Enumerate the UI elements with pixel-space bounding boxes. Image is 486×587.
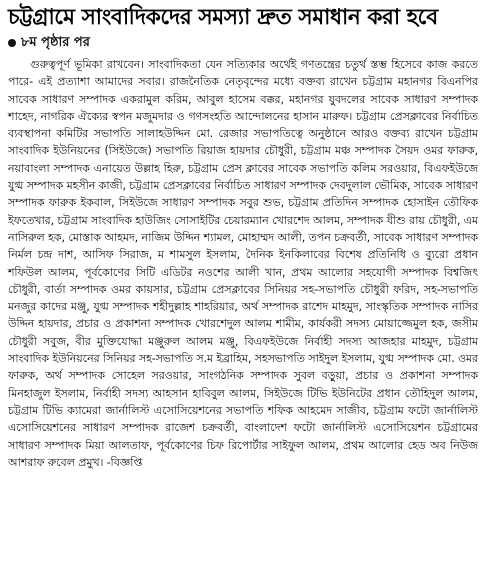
continued-from-label: ৮ম পৃষ্ঠার পর <box>21 35 90 50</box>
bullet-icon <box>8 39 16 47</box>
article-body: গুরুত্বপূর্ণ ভূমিকা রাখবেন। সাংবাদিকতা যেন সত্যিকার অর্থেই গণতন্ত্রের চতুর্থ স্তম্ভ হিসেবে কাজ করতে পারে- এই প্রত্যাশা আমাদের সবার। রাজনৈতিক নেতৃবৃন্দের মধ্যে বক্তব্য রাখেন চট্টগ্রাম মহানগর বিএনপির সাবেক সাধারণ সম্পাদক একরামুল করিম, আবুল হাসেম বক্কর, মহানগর যুবদলের সাবেক সাধারণ সম্পাদক শাহেদ, নাগরিক ঐক্যের স্বপন মজুমদার ও গণসংহতি আন্দোলনের হাসান মারুফ। চট্টগ্রাম প্রেসক্লাবের নির্বাচিত ব্যবস্থাপনা কমিটির সভাপতি সালাহউদ্দিন মো. রেজার সভাপতিত্বে অনুষ্ঠানে আরও বক্তব্য রাখেন চট্টগ্রাম সাংবাদিক ইউনিয়নের (সিইউজে) সভাপতি রিয়াজ হায়দার চৌধুরী, চট্টগ্রাম মঞ্চ সম্পাদক সৈয়দ ওমর ফারুক, নয়াবাংলা সম্পাদক এনায়েত উল্লাহ হিরু, চট্টগ্রাম প্রেস ক্লাবের সাবেক সভাপতি কলিম সরওয়ার, বিএফইউজে যুগ্ম সম্পাদক মহসীন কাজী, চট্টগ্রাম প্রেসক্লাবের নির্বাচিত সাধারণ সম্পাদক দেবদুলাল ভৌমিক, সাবেক সাধারণ সম্পাদক ফারুক ইকবাল, সিইউজে সাধারণ সম্পাদক সবুর শুভ, চট্টগ্রাম প্রতিদিন সম্পাদক হোসাইন তৌফিক ইফতেখার, চট্টগ্রাম সাংবাদিক হাউজিং সোসাইটির চেয়ারম্যান খোরশেদ আলম, সম্পাদক যীশু রায় চৌধুরী, এম নাসিরুল হক, মোস্তাক আহমদ, নাজিম উদ্দিন শ্যামল, মোহাম্মদ আলী, তপন চক্রবর্তী, সাবেক সাধারণ সম্পাদক নির্মল চন্দ্র দাশ, আসিফ সিরাজ, ম শামসুল ইসলাম, দৈনিক ইনকিলাবের বিশেষ প্রতিনিধি ও ব্যুরো প্রধান শফিউল আলম, পূর্বকোণের সিটি এডিটর নওশের আলী খান, প্রথম আলোর সহযোগী সম্পাদক বিশ্বজিৎ চৌধুরী, বার্তা সম্পাদক ওমর কায়সার, চট্টগ্রাম প্রেসক্লাবের সিনিয়র সহ-সভাপতি চৌধুরী ফরিদ, সহ-সভাপতি মনজুর কাদের মঞ্জু, যুগ্ম সম্পাদক শহীদুল্লাহ শাহরিয়ার, অর্থ সম্পাদক রাশেদ মাহমুদ, সাংস্কৃতিক সম্পাদক নাসির উদ্দিন হায়দার, প্রচার ও প্রকাশনা সম্পাদক খোরশেদুল আলম শামীম, কার্যকরী সদস্য মোয়াজ্জেমুল হক, জসীম চৌধুরী সবুজ, বীর মুক্তিযোদ্ধা মঞ্জুরুল আলম মঞ্জু, বিএফইউজে নির্বাহী সদস্য আজহার মাহমুদ, চট্টগ্রাম সাংবাদিক ইউনিয়নের সিনিয়র সহ-সভাপতি স.ম ইব্রাহিম, সহসভাপতি সাইদুল ইসলাম, যুগ্ম সম্পাদক মো. ওমর ফারুক, অর্থ সম্পাদক সোহেল সরওয়ার, সাংগঠনিক সম্পাদক সুবল বড়ুয়া, প্রচার ও প্রকাশনা সম্পাদক মিনহাজুল ইসলাম, নির্বাহী সদস্য আহসান হাবিবুল আলম, সিইউজে টিভি ইউনিটের প্রধান তৌহিদুল আলম, চট্টগ্রাম টিভি ক্যামেরা জার্নালিস্ট এসোসিয়েশনের সভাপতি শফিক আহমেদ সাজীব, চট্টগ্রাম ফটো জার্নালিস্ট এসোসিয়েশনের সাধারণ সম্পাদক রাজেশ চক্রবর্তী, বাংলাদেশ ফটো জার্নালিস্ট এসোসিয়েশন চট্টগ্রামের সাধারণ সম্পাদক মিয়া আলতাফ, পূর্বকোণের চিফ রিপোর্টার সাইফুল আলম, প্রথম আলোর হেড অব নিউজ আশরাফ রুবেল প্রমুখ। -বিজ্ঞপ্তি <box>8 58 478 469</box>
continued-from-line <box>8 34 478 52</box>
headline: চট্টগ্রামে সাংবাদিকদের সমস্যা দ্রুত সমাধান করা হবে <box>8 5 438 30</box>
